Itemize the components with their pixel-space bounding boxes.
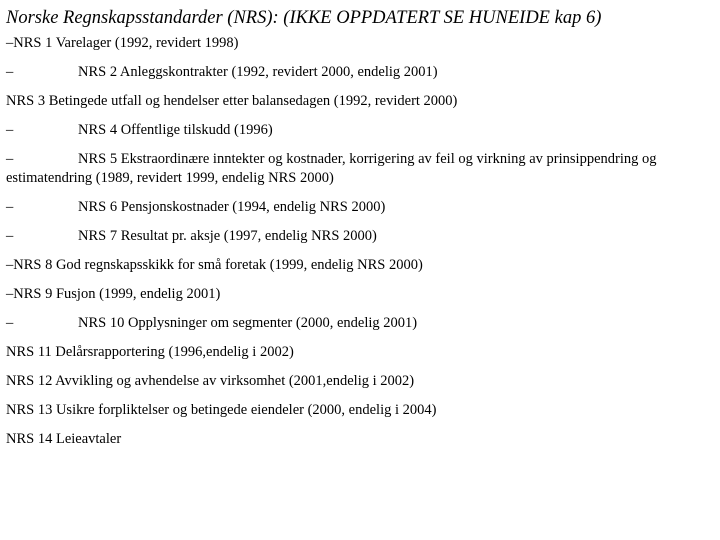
list-item-text: NRS 13 Usikre forpliktelser og betingede eiendeler (2000, endelig i 2004) — [6, 402, 437, 418]
list-item — [6, 227, 712, 246]
list-item — [6, 343, 712, 362]
list-item-text: NRS 10 Opplysninger om segmenter (2000, endelig 2001) — [78, 315, 418, 331]
list-dash: – — [6, 257, 14, 273]
list-item-text: NRS 12 Avvikling og avhendelse av virksomhet (2001,endelig i 2002) — [6, 373, 415, 389]
list-item-text: NRS 1 Varelager (1992, revidert 1998) — [13, 35, 239, 51]
list-item — [6, 256, 712, 275]
list-dash: – — [6, 122, 14, 138]
list-item-text: NRS 2 Anleggskontrakter (1992, revidert 2000, endelig 2001) — [78, 64, 438, 80]
list-item — [6, 285, 712, 304]
document-title: Norske Regnskapsstandarder (NRS): (IKKE OPPDATERT SE HUNEIDE kap 6) — [6, 8, 602, 28]
list-item-text: NRS 3 Betingede utfall og hendelser etter balansedagen (1992, revidert 2000) — [6, 93, 458, 109]
list-item — [6, 63, 712, 82]
list-item-text: NRS 4 Offentlige tilskudd (1996) — [78, 122, 273, 138]
list-dash: – — [6, 228, 14, 244]
list-dash: – — [6, 151, 14, 167]
list-item-text: NRS 14 Leieavtaler — [6, 431, 122, 447]
list-dash: – — [6, 286, 14, 302]
list-item — [6, 401, 712, 420]
list-dash: – — [6, 315, 14, 331]
list-item — [6, 198, 712, 217]
list-item — [6, 121, 712, 140]
list-item-text: NRS 9 Fusjon (1999, endelig 2001) — [13, 286, 221, 302]
list-item — [6, 34, 712, 53]
list-dash: – — [6, 64, 14, 80]
list-item — [6, 150, 712, 188]
list-item — [6, 430, 712, 449]
list-item-text: NRS 7 Resultat pr. aksje (1997, endelig NRS 2000) — [78, 228, 377, 244]
list-dash: – — [6, 35, 14, 51]
list-item-text: NRS 11 Delårsrapportering (1996,endelig i 2002) — [6, 344, 294, 360]
list-item-text: NRS 8 God regnskapsskikk for små foretak (1999, endelig NRS 2000) — [13, 257, 423, 273]
list-dash: – — [6, 199, 14, 215]
list-item-text: NRS 6 Pensjonskostnader (1994, endelig NRS 2000) — [78, 199, 386, 215]
list-item — [6, 372, 712, 391]
list-item — [6, 92, 712, 111]
list-item — [6, 314, 712, 333]
list-item-text: NRS 5 Ekstraordinære inntekter og kostnader, korrigering av feil og virkning av prinsippendring og estimatendring (1989, revidert 1999, endelig NRS 2000) — [6, 151, 657, 186]
document — [6, 6, 712, 449]
